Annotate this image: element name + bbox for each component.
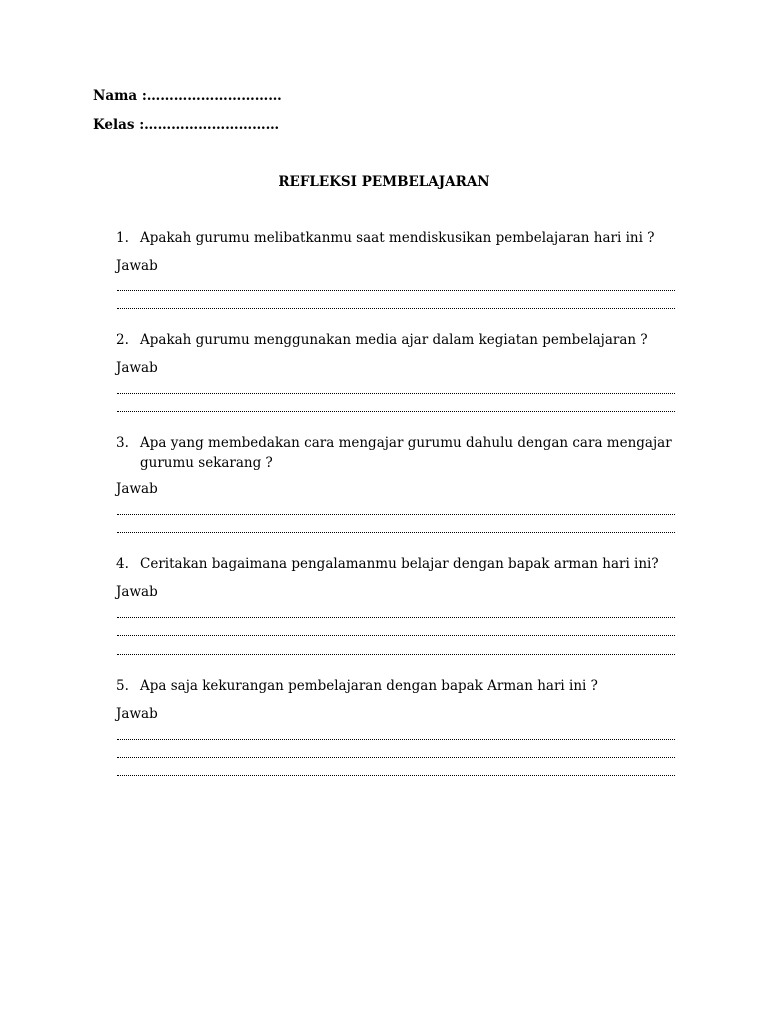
- answer-line[interactable]: [117, 757, 675, 758]
- question-number: 5.: [116, 678, 129, 694]
- answer-label: Jawab: [116, 360, 158, 376]
- answer-line[interactable]: [117, 514, 675, 515]
- question-text: Apakah gurumu menggunakan media ajar dalam kegiatan pembelajaran ?: [140, 332, 648, 348]
- answer-line[interactable]: [117, 635, 675, 636]
- question-text: Apakah gurumu melibatkanmu saat mendiskusikan pembelajaran hari ini ?: [140, 230, 655, 246]
- answer-label: Jawab: [116, 706, 158, 722]
- class-field: Kelas :…………………………: [93, 117, 280, 133]
- answer-line[interactable]: [117, 775, 675, 776]
- question-4: [116, 554, 676, 574]
- question-5: [116, 676, 676, 696]
- question-number: 4.: [116, 556, 129, 572]
- answer-line[interactable]: [117, 290, 675, 291]
- question-text: Apa saja kekurangan pembelajaran dengan bapak Arman hari ini ?: [140, 678, 598, 694]
- question-1: [116, 228, 676, 248]
- answer-line[interactable]: [117, 654, 675, 655]
- answer-label: Jawab: [116, 258, 158, 274]
- answer-line[interactable]: [117, 393, 675, 394]
- question-2: [116, 330, 676, 350]
- question-text: Ceritakan bagaimana pengalamanmu belajar dengan bapak arman hari ini?: [140, 556, 659, 572]
- question-number: 1.: [116, 230, 129, 246]
- question-3: [116, 433, 676, 473]
- answer-line[interactable]: [117, 739, 675, 740]
- question-number: 3.: [116, 435, 129, 451]
- page-title: REFLEKSI PEMBELAJARAN: [278, 174, 490, 190]
- question-number: 2.: [116, 332, 129, 348]
- answer-label: Jawab: [116, 481, 158, 497]
- answer-line[interactable]: [117, 308, 675, 309]
- answer-line[interactable]: [117, 617, 675, 618]
- question-text: Apa yang membedakan cara mengajar gurumu dahulu dengan cara mengajar gurumu sekarang ?: [140, 435, 672, 471]
- answer-line[interactable]: [117, 411, 675, 412]
- name-field: Nama :…………………………: [93, 88, 282, 104]
- answer-line[interactable]: [117, 532, 675, 533]
- answer-label: Jawab: [116, 584, 158, 600]
